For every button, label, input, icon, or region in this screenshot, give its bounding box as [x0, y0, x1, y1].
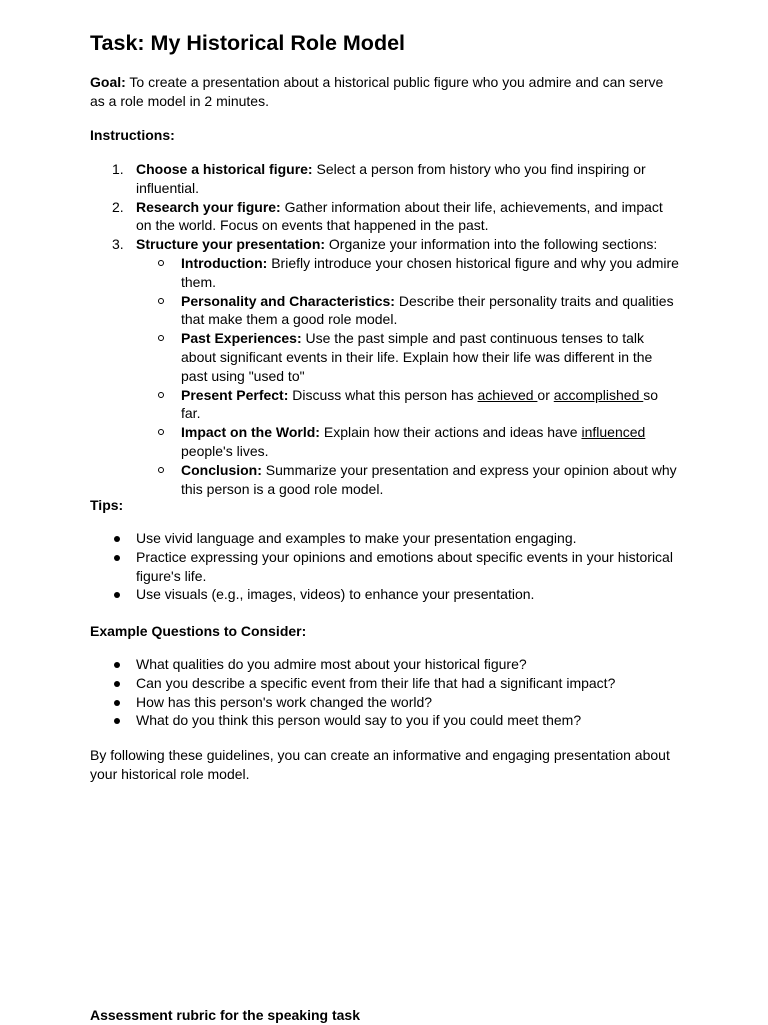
underlined-word: influenced: [581, 424, 646, 441]
underlined-word: achieved: [477, 386, 538, 403]
hollow-bullet-icon: [158, 335, 164, 341]
tip-item: [90, 548, 680, 586]
question-item: [90, 655, 680, 674]
tips-heading: [90, 496, 680, 515]
bullet-icon: [114, 592, 120, 598]
question-item: [90, 711, 680, 730]
questions-heading: [90, 622, 680, 641]
instruction-item: [90, 235, 680, 498]
rubric-heading: [90, 1006, 680, 1025]
hollow-bullet-icon: [158, 429, 164, 435]
instructions-heading-text: Instructions:: [90, 127, 175, 143]
tip-text: Use visuals (e.g., images, videos) to enhance your presentation.: [136, 586, 535, 603]
bullet-icon: [114, 700, 120, 706]
section-item: [90, 423, 680, 461]
tip-text: Practice expressing your opinions and emotions about specific events in your historical figure's life.: [136, 548, 673, 584]
goal-paragraph: [90, 73, 680, 111]
section-text: Use the past simple and past continuous tenses to talk about significant events in their life. Explain how their life was different in the past using "used to": [181, 330, 653, 384]
goal-label: Goal:: [90, 74, 126, 90]
section-item: [90, 329, 680, 385]
instruction-item: [90, 160, 680, 198]
question-text: What do you think this person would say to you if you could meet them?: [136, 712, 582, 729]
hollow-bullet-icon: [158, 467, 164, 473]
section-item: [90, 254, 680, 292]
section-text: Explain how their actions and ideas have: [319, 424, 582, 441]
section-title: Introduction:: [181, 254, 268, 271]
section-item: [90, 461, 680, 499]
bullet-icon: [114, 536, 120, 542]
section-title: Impact on the World:: [181, 424, 320, 441]
underlined-word: accomplished: [553, 386, 644, 403]
hollow-bullet-icon: [158, 392, 164, 398]
questions-heading-text: Example Questions to Consider:: [90, 623, 307, 639]
instructions-list: [90, 160, 680, 498]
hollow-bullet-icon: [158, 298, 164, 304]
tip-text: Use vivid language and examples to make your presentation engaging.: [136, 530, 577, 546]
hollow-bullet-icon: [158, 260, 164, 266]
instruction-text: Organize your information into the following sections:: [325, 236, 658, 253]
bullet-icon: [114, 662, 120, 668]
instruction-number: 2.: [112, 198, 124, 215]
section-text: Discuss what this person has: [288, 386, 478, 403]
tip-item: [90, 585, 680, 604]
tip-item: [90, 529, 680, 548]
question-item: [90, 674, 680, 693]
question-text: How has this person's work changed the world?: [136, 693, 433, 710]
page-title: Task: My Historical Role Model: [90, 31, 406, 55]
bullet-icon: [114, 718, 120, 724]
closing-paragraph: [90, 746, 680, 784]
section-text: Summarize your presentation and express your opinion about why this person is a good role model.: [181, 461, 677, 497]
instructions-heading: [90, 126, 680, 145]
closing-text: By following these guidelines, you can create an informative and engaging presentation about your historical role model.: [90, 747, 670, 782]
section-item: [90, 386, 680, 424]
bullet-icon: [114, 681, 120, 687]
section-text: people's lives.: [181, 442, 269, 459]
question-text: Can you describe a specific event from their life that had a significant impact?: [136, 674, 616, 691]
section-title: Conclusion:: [181, 461, 262, 478]
section-text: so far.: [181, 386, 659, 422]
section-item: [90, 292, 680, 330]
instruction-title: Choose a historical figure:: [136, 161, 313, 177]
section-title: Present Perfect:: [181, 386, 289, 403]
question-text: What qualities do you admire most about your historical figure?: [136, 656, 527, 672]
instruction-title: Research your figure:: [136, 198, 281, 215]
section-text: Describe their personality traits and qualities that make them a good role model.: [181, 292, 674, 328]
tips-list: [90, 529, 680, 604]
instruction-item: [90, 198, 680, 236]
rubric-heading-text: Assessment rubric for the speaking task: [90, 1007, 360, 1023]
section-text: Briefly introduce your chosen historical figure and why you admire them.: [181, 254, 679, 290]
goal-text: To create a presentation about a historical public figure who you admire and can serve as a role model in 2 minutes.: [90, 74, 664, 109]
section-text: or: [537, 386, 554, 403]
section-title: Personality and Characteristics:: [181, 292, 395, 309]
instruction-text: Gather information about their life, achievements, and impact on the world. Focus on events that happened in the past.: [136, 198, 663, 234]
bullet-icon: [114, 555, 120, 561]
instruction-title: Structure your presentation:: [136, 236, 326, 253]
questions-list: [90, 655, 680, 730]
tips-heading-text: Tips:: [90, 497, 124, 513]
instruction-number: 1.: [112, 161, 124, 177]
question-item: [90, 693, 680, 712]
section-title: Past Experiences:: [181, 330, 302, 347]
instruction-text: Select a person from history who you find inspiring or influential.: [136, 161, 646, 196]
instruction-number: 3.: [112, 236, 124, 253]
sections-list: [136, 254, 680, 498]
